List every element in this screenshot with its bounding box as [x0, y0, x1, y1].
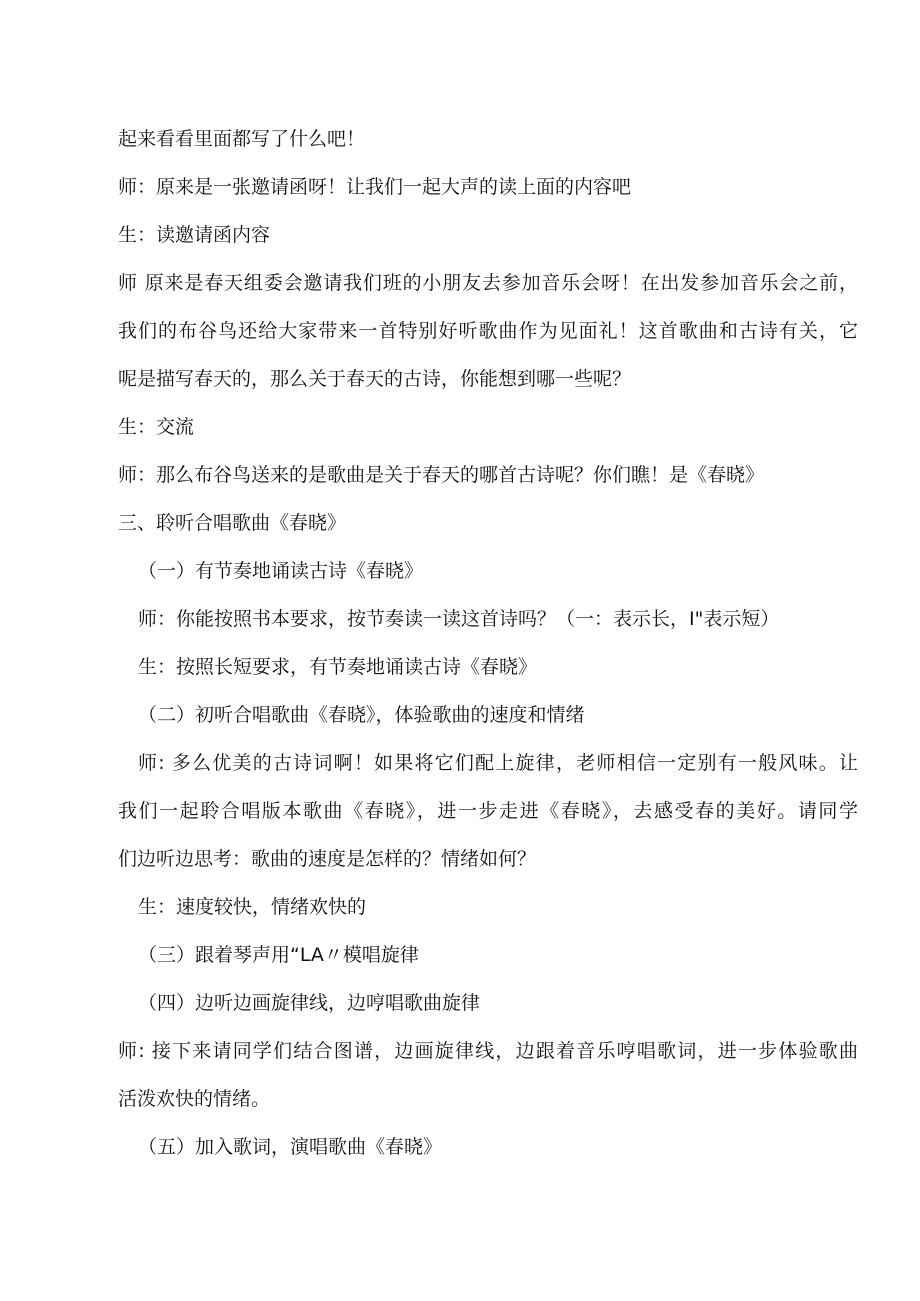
text-line: 们边听边思考：歌曲的速度是怎样的？情绪如何？ [118, 848, 537, 870]
text-line: 师：原来是一张邀请函呀！让我们一起大声的读上面的内容吧 [118, 176, 632, 198]
text-line: 师 原来是春天组委会邀请我们班的小朋友去参加音乐会呀！在出发参加音乐会之前， [118, 272, 858, 294]
text-line: 生：按照长短要求，有节奏地诵读古诗《春晓》 [138, 656, 538, 678]
section-heading: 三、聆听合唱歌曲《春晓》 [118, 512, 347, 534]
text-line: 生：交流 [118, 416, 195, 438]
text-line: 师：那么布谷鸟送来的是歌曲是关于春天的哪首古诗呢？你们瞧！是《春晓》 [118, 464, 765, 486]
subsection-heading: （四）边听边画旋律线，边哼唱歌曲旋律 [138, 992, 481, 1014]
text-line: 师: 接下来请同学们结合图谱，边画旋律线，边跟着音乐哼唱歌词，进一步体验歌曲 [118, 1040, 858, 1062]
text-line: 师: 多么优美的古诗词啊！如果将它们配上旋律，老师相信一定别有一般风味。让 [138, 752, 858, 774]
text-line: 生：读邀请函内容 [118, 224, 271, 246]
text-line: 我们的布谷鸟还给大家带来一首特别好听歌曲作为见面礼！这首歌曲和古诗有关，它 [118, 320, 858, 342]
subsection-heading: （一）有节奏地诵读古诗《春晓》 [138, 560, 424, 582]
text-line: 生：速度较快，情绪欢快的 [138, 896, 367, 918]
subsection-heading: （二）初听合唱歌曲《春晓》，体验歌曲的速度和情绪 [138, 704, 585, 726]
text-line: 活泼欢快的情绪。 [118, 1088, 271, 1110]
subsection-heading: （五）加入歌词，演唱歌曲《春晓》 [138, 1136, 443, 1158]
text-line: 我们一起聆合唱版本歌曲《春晓》，进一步走进《春晓》，去感受春的美好。请同学 [118, 800, 858, 822]
subsection-heading: （三）跟着琴声用“LA〃模唱旋律 [138, 944, 419, 966]
text-line: 起来看看里面都写了什么吧！ [118, 128, 366, 150]
text-line: 师：你能按照书本要求，按节奏读一读这首诗吗？（一：表示长，I"表示短） [138, 608, 780, 630]
text-line: 呢是描写春天的，那么关于春天的古诗，你能想到哪一些呢？ [118, 368, 632, 390]
